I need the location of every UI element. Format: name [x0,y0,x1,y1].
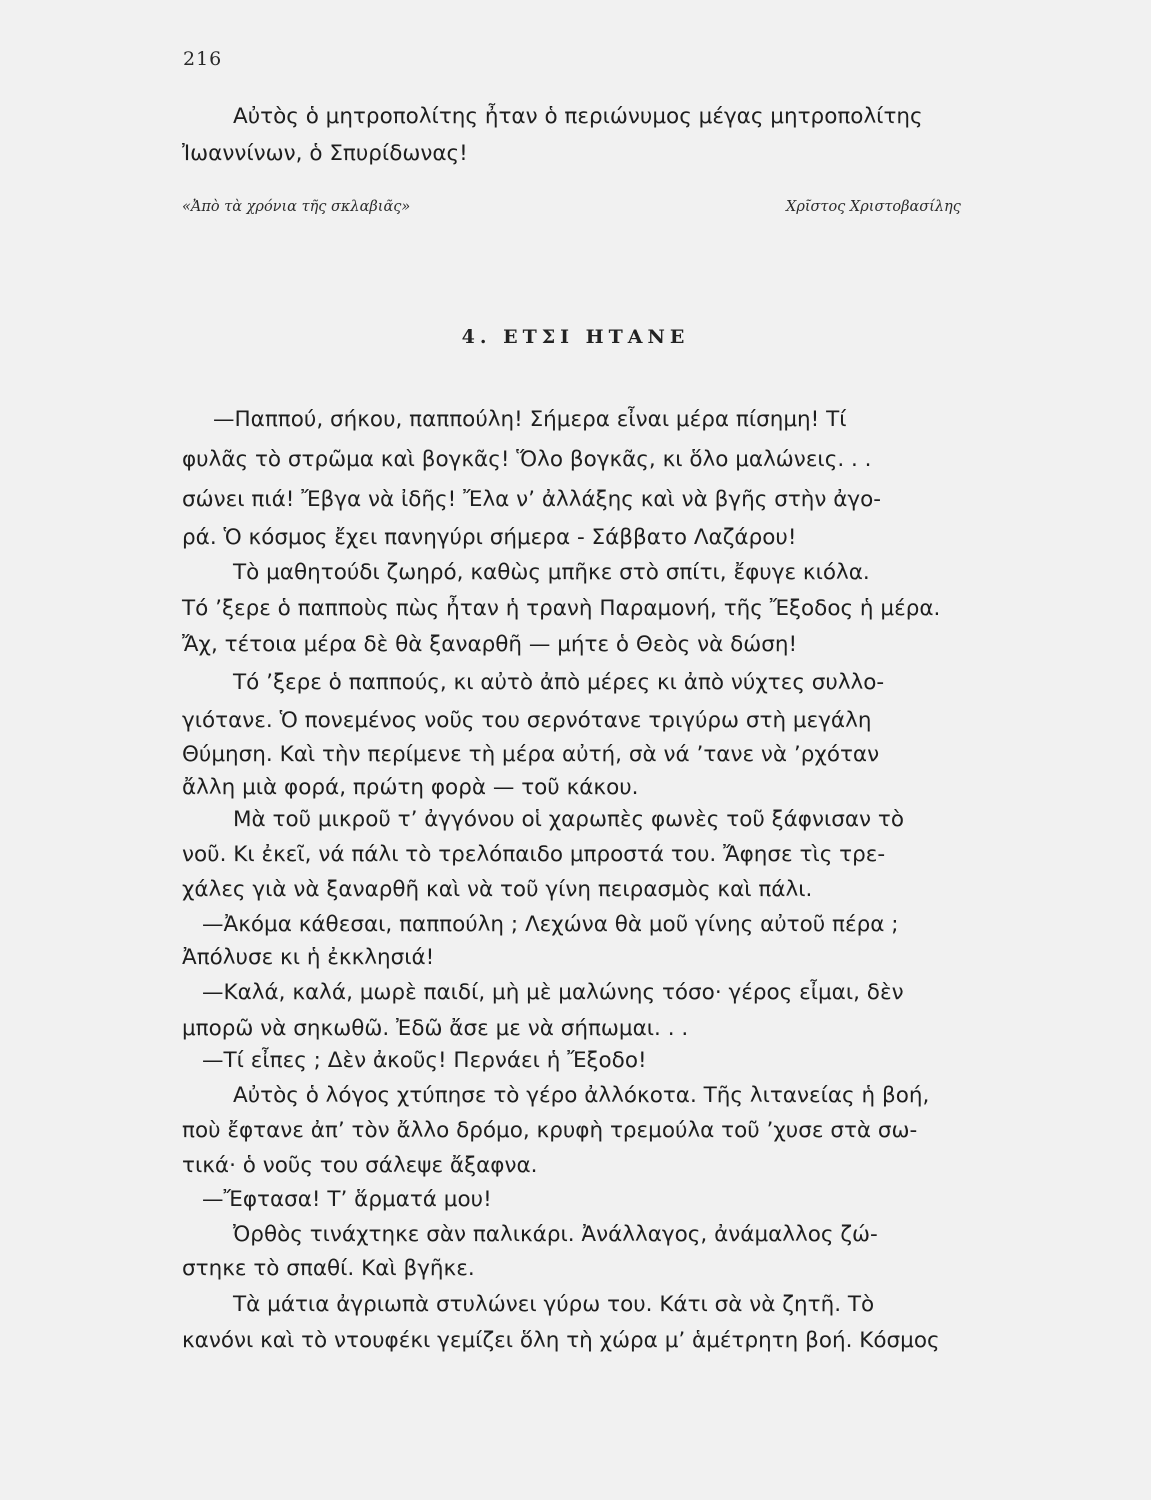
author-name: Χρῖστος Χριστοβασίλης [786,199,961,215]
text-line: —Τί εἶπες ; Δὲν ἀκοῦς! Περνάει ἡ Ἔξοδο! [202,1048,647,1073]
chapter-heading: 4. ΕΤΣΙ ΗΤΑΝΕ [461,326,690,348]
text-line: Αὐτὸς ὁ λόγος χτύπησε τὸ γέρο ἀλλόκοτα. Τῆς λιτανείας ἡ βοή, [233,1083,930,1108]
text-line: μπορῶ νὰ σηκωθῶ. Ἐδῶ ἄσε με νὰ σήπωμαι. . . [182,1016,689,1041]
text-line: χάλες γιὰ νὰ ξαναρθῆ καὶ νὰ τοῦ γίνη πειρασμὸς καὶ πάλι. [182,877,813,902]
text-line: Ἀπόλυσε κι ἡ ἐκκλησιά! [182,945,435,970]
text-line: ρά. Ὁ κόσμος ἔχει πανηγύρι σήμερα - Σάββατο Λαζάρου! [182,525,797,550]
text-line: νοῦ. Κι ἐκεῖ, νά πάλι τὸ τρελόπαιδο μπροστά του. Ἄφησε τὶς τρε- [182,842,886,867]
source-citation: «Ἀπὸ τὰ χρόνια τῆς σκλαβιᾶς» [182,199,411,215]
text-line: φυλᾶς τὸ στρῶμα καὶ βογκᾶς! Ὅλο βογκᾶς, κι ὅλο μαλώνεις. . . [182,447,872,472]
text-line: Μὰ τοῦ μικροῦ τ’ ἀγγόνου οἱ χαρωπὲς φωνὲς τοῦ ξάφνισαν τὸ [233,807,904,832]
text-line: ἄλλη μιὰ φορά, πρώτη φορὰ — τοῦ κάκου. [182,775,639,800]
text-line: τικά· ὁ νοῦς του σάλεψε ἄξαφνα. [182,1153,538,1178]
text-line: Θύμηση. Καὶ τὴν περίμενε τὴ μέρα αὐτή, σὰ νά ’τανε νὰ ’ρχόταν [182,742,880,767]
text-line: κανόνι καὶ τὸ ντουφέκι γεμίζει ὅλη τὴ χώρα μ’ ἁμέτρητη βοή. Κόσμος [182,1328,940,1353]
text-line: γιότανε. Ὁ πονεμένος νοῦς του σερνότανε τριγύρω στὴ μεγάλη [182,708,872,733]
text-line: Τὰ μάτια ἀγριωπὰ στυλώνει γύρω του. Κάτι σὰ νὰ ζητῆ. Τὸ [233,1292,875,1317]
text-line: σώνει πιά! Ἔβγα νὰ ἰδῆς! Ἔλα ν’ ἀλλάξης καὶ νὰ βγῆς στὴν ἀγο- [182,487,882,512]
text-line: —Παππού, σήκου, παππούλη! Σήμερα εἶναι μέρα πίσημη! Τί [213,407,847,432]
intro-line: Ἰωαννίνων, ὁ Σπυρίδωνας! [182,141,468,166]
text-line: Τό ’ξερε ὁ παππούς, κι αὐτὸ ἀπὸ μέρες κι ἀπὸ νύχτες συλλο- [233,670,885,695]
text-line: Ἄχ, τέτοια μέρα δὲ θὰ ξαναρθῆ — μήτε ὁ Θεὸς νὰ δώση! [182,632,798,657]
text-line: Τό ’ξερε ὁ παπποὺς πὼς ἦταν ἡ τρανὴ Παραμονή, τῆς Ἔξοδος ἡ μέρα. [182,596,941,621]
page-number: 216 [183,48,223,70]
intro-line: Αὐτὸς ὁ μητροπολίτης ἦταν ὁ περιώνυμος μέγας μητροπολίτης [233,104,923,129]
text-line: στηκε τὸ σπαθί. Καὶ βγῆκε. [182,1256,475,1281]
text-line: —Ἀκόμα κάθεσαι, παππούλη ; Λεχώνα θὰ μοῦ γίνης αὐτοῦ πέρα ; [202,912,899,937]
text-line: —Ἔφτασα! Τ’ ἅρματά μου! [202,1187,492,1212]
text-line: Ὀρθὸς τινάχτηκε σὰν παλικάρι. Ἀνάλλαγος, ἀνάμαλλος ζώ- [233,1222,878,1247]
text-line: ποὺ ἔφτανε ἀπ’ τὸν ἄλλο δρόμο, κρυφὴ τρεμούλα τοῦ ’χυσε στὰ σω- [182,1118,918,1143]
text-line: Τὸ μαθητούδι ζωηρό, καθὼς μπῆκε στὸ σπίτι, ἔφυγε κιόλα. [233,560,870,585]
text-line: —Καλά, καλά, μωρὲ παιδί, μὴ μὲ μαλώνης τόσο· γέρος εἶμαι, δὲν [202,980,904,1005]
